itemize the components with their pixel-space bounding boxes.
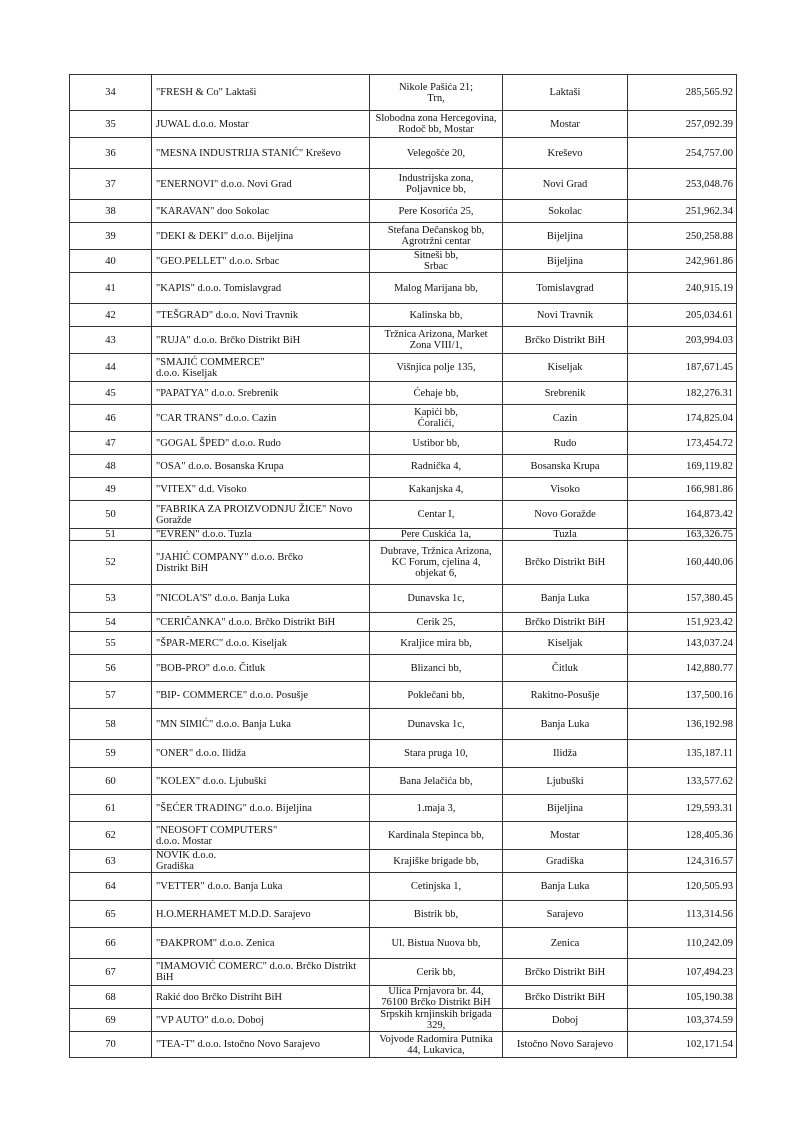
address-cell: Ul. Bistua Nuova bb, [370, 928, 503, 959]
table-row [70, 768, 737, 795]
city-cell: Banja Luka [503, 709, 628, 740]
city-cell: Istočno Novo Sarajevo [503, 1032, 628, 1058]
row-number-cell: 70 [70, 1032, 152, 1058]
table-row [70, 501, 737, 529]
address-cell: Slobodna zona Hercegovina, Rodoč bb, Mostar [370, 111, 503, 138]
address-cell: Kalinska bb, [370, 304, 503, 327]
company-name-cell: "JAHIĆ COMPANY" d.o.o. Brčko Distrikt BiH [152, 541, 370, 585]
row-number-cell: 62 [70, 822, 152, 850]
city-cell: Brčko Distrikt BiH [503, 327, 628, 354]
amount-cell: 250,258.88 [628, 223, 737, 250]
table-row [70, 354, 737, 382]
city-cell: Sarajevo [503, 901, 628, 928]
row-number-cell: 66 [70, 928, 152, 959]
company-name-cell: "CAR TRANS" d.o.o. Cazin [152, 405, 370, 432]
company-table [69, 74, 737, 1058]
city-cell: Tuzla [503, 529, 628, 541]
company-name-cell: "NICOLA'S" d.o.o. Banja Luka [152, 585, 370, 613]
address-cell: Blizanci bb, [370, 655, 503, 682]
company-name-cell: "BIP- COMMERCE" d.o.o. Posušje [152, 682, 370, 709]
row-number-cell: 40 [70, 250, 152, 273]
amount-cell: 253,048.76 [628, 169, 737, 200]
amount-cell: 133,577.62 [628, 768, 737, 795]
table-row [70, 405, 737, 432]
table-row [70, 223, 737, 250]
row-number-cell: 34 [70, 75, 152, 111]
table-row [70, 382, 737, 405]
city-cell: Novi Grad [503, 169, 628, 200]
address-cell: Vojvode Radomira Putnika 44, Lukavica, [370, 1032, 503, 1058]
company-name-cell: H.O.MERHAMET M.D.D. Sarajevo [152, 901, 370, 928]
table-row [70, 709, 737, 740]
row-number-cell: 35 [70, 111, 152, 138]
city-cell: Cazin [503, 405, 628, 432]
address-cell: 1.maja 3, [370, 795, 503, 822]
row-number-cell: 51 [70, 529, 152, 541]
row-number-cell: 50 [70, 501, 152, 529]
row-number-cell: 68 [70, 986, 152, 1009]
table-body [70, 75, 737, 1058]
city-cell: Banja Luka [503, 873, 628, 901]
company-name-cell: "VP AUTO" d.o.o. Doboj [152, 1009, 370, 1032]
table-row [70, 740, 737, 768]
row-number-cell: 64 [70, 873, 152, 901]
address-cell: Krajiške brigade bb, [370, 850, 503, 873]
company-name-cell: "ENERNOVI" d.o.o. Novi Grad [152, 169, 370, 200]
address-cell: Cerik bb, [370, 959, 503, 986]
table-row [70, 901, 737, 928]
address-cell: Višnjica polje 135, [370, 354, 503, 382]
company-name-cell: "SMAJIĆ COMMERCE" d.o.o. Kiseljak [152, 354, 370, 382]
row-number-cell: 63 [70, 850, 152, 873]
amount-cell: 205,034.61 [628, 304, 737, 327]
row-number-cell: 55 [70, 632, 152, 655]
company-name-cell: "GEO.PELLET" d.o.o. Srbac [152, 250, 370, 273]
city-cell: Banja Luka [503, 585, 628, 613]
address-cell: Kakanjska 4, [370, 478, 503, 501]
row-number-cell: 45 [70, 382, 152, 405]
table-row [70, 585, 737, 613]
address-cell: Kardinala Stepinca bb, [370, 822, 503, 850]
company-name-cell: "BOB-PRO" d.o.o. Čitluk [152, 655, 370, 682]
amount-cell: 240,915.19 [628, 273, 737, 304]
row-number-cell: 38 [70, 200, 152, 223]
row-number-cell: 36 [70, 138, 152, 169]
amount-cell: 120,505.93 [628, 873, 737, 901]
company-name-cell: "VETTER" d.o.o. Banja Luka [152, 873, 370, 901]
table-row [70, 795, 737, 822]
row-number-cell: 43 [70, 327, 152, 354]
table-row [70, 138, 737, 169]
address-cell: Kapići bb, Ćoralići, [370, 405, 503, 432]
row-number-cell: 59 [70, 740, 152, 768]
table-row [70, 682, 737, 709]
company-name-cell: "IMAMOVIĆ COMERC" d.o.o. Brčko Distrikt BiH [152, 959, 370, 986]
amount-cell: 135,187.11 [628, 740, 737, 768]
amount-cell: 107,494.23 [628, 959, 737, 986]
company-name-cell: Rakić doo Brčko Distriht BiH [152, 986, 370, 1009]
amount-cell: 257,092.39 [628, 111, 737, 138]
company-name-cell: "MESNA INDUSTRIJA STANIĆ" Kreševo [152, 138, 370, 169]
city-cell: Tomislavgrad [503, 273, 628, 304]
row-number-cell: 41 [70, 273, 152, 304]
city-cell: Mostar [503, 822, 628, 850]
company-name-cell: "DEKI & DEKI" d.o.o. Bijeljina [152, 223, 370, 250]
company-name-cell: "EVREN" d.o.o. Tuzla [152, 529, 370, 541]
row-number-cell: 60 [70, 768, 152, 795]
city-cell: Srebrenik [503, 382, 628, 405]
address-cell: Ulica Prnjavora br. 44, 76100 Brčko Distrikt BiH [370, 986, 503, 1009]
company-name-cell: JUWAL d.o.o. Mostar [152, 111, 370, 138]
address-cell: Cetinjska 1, [370, 873, 503, 901]
amount-cell: 169,119.82 [628, 455, 737, 478]
city-cell: Kreševo [503, 138, 628, 169]
city-cell: Kiseljak [503, 354, 628, 382]
table-row [70, 1009, 737, 1032]
table-row [70, 850, 737, 873]
address-cell: Pere Ćuskića 1a, [370, 529, 503, 541]
amount-cell: 151,923.42 [628, 613, 737, 632]
table-row [70, 304, 737, 327]
company-name-cell: "KARAVAN" doo Sokolac [152, 200, 370, 223]
row-number-cell: 65 [70, 901, 152, 928]
city-cell: Bijeljina [503, 795, 628, 822]
table-row [70, 541, 737, 585]
row-number-cell: 57 [70, 682, 152, 709]
company-name-cell: "KAPIS" d.o.o. Tomislavgrad [152, 273, 370, 304]
city-cell: Brčko Distrikt BiH [503, 541, 628, 585]
company-name-cell: "GOGAL ŠPED" d.o.o. Rudo [152, 432, 370, 455]
amount-cell: 103,374.59 [628, 1009, 737, 1032]
row-number-cell: 48 [70, 455, 152, 478]
row-number-cell: 37 [70, 169, 152, 200]
city-cell: Sokolac [503, 200, 628, 223]
table-row [70, 873, 737, 901]
row-number-cell: 67 [70, 959, 152, 986]
amount-cell: 124,316.57 [628, 850, 737, 873]
amount-cell: 285,565.92 [628, 75, 737, 111]
row-number-cell: 61 [70, 795, 152, 822]
row-number-cell: 53 [70, 585, 152, 613]
table-row [70, 455, 737, 478]
company-name-cell: "ŠPAR-MERC" d.o.o. Kiseljak [152, 632, 370, 655]
amount-cell: 251,962.34 [628, 200, 737, 223]
table-row [70, 959, 737, 986]
amount-cell: 113,314.56 [628, 901, 737, 928]
amount-cell: 173,454.72 [628, 432, 737, 455]
address-cell: Stara pruga 10, [370, 740, 503, 768]
address-cell: Dubrave, Tržnica Arizona, KC Forum, cjelina 4, objekat 6, [370, 541, 503, 585]
amount-cell: 166,981.86 [628, 478, 737, 501]
table-row [70, 169, 737, 200]
table-row [70, 655, 737, 682]
address-cell: Sitneši bb, Srbac [370, 250, 503, 273]
table-row [70, 200, 737, 223]
company-name-cell: "ĐAKPROM" d.o.o. Zenica [152, 928, 370, 959]
address-cell: Stefana Dečanskog bb, Agrotržni centar [370, 223, 503, 250]
row-number-cell: 46 [70, 405, 152, 432]
city-cell: Visoko [503, 478, 628, 501]
row-number-cell: 56 [70, 655, 152, 682]
company-name-cell: "TEŠGRAD" d.o.o. Novi Travnik [152, 304, 370, 327]
amount-cell: 254,757.00 [628, 138, 737, 169]
city-cell: Gradiška [503, 850, 628, 873]
address-cell: Dunavska 1c, [370, 709, 503, 740]
row-number-cell: 54 [70, 613, 152, 632]
company-name-cell: "ŠEĆER TRADING" d.o.o. Bijeljina [152, 795, 370, 822]
company-name-cell: "OSA" d.o.o. Bosanska Krupa [152, 455, 370, 478]
company-name-cell: NOVIK d.o.o. Gradiška [152, 850, 370, 873]
address-cell: Industrijska zona, Poljavnice bb, [370, 169, 503, 200]
amount-cell: 187,671.45 [628, 354, 737, 382]
row-number-cell: 49 [70, 478, 152, 501]
company-name-cell: "RUJA" d.o.o. Brčko Distrikt BiH [152, 327, 370, 354]
amount-cell: 164,873.42 [628, 501, 737, 529]
table-row [70, 75, 737, 111]
row-number-cell: 47 [70, 432, 152, 455]
company-name-cell: "FABRIKA ZA PROIZVODNJU ŽICE" Novo Goražde [152, 501, 370, 529]
address-cell: Dunavska 1c, [370, 585, 503, 613]
document-page [69, 74, 736, 1058]
city-cell: Novi Travnik [503, 304, 628, 327]
row-number-cell: 39 [70, 223, 152, 250]
address-cell: Radnička 4, [370, 455, 503, 478]
address-cell: Malog Marijana bb, [370, 273, 503, 304]
company-name-cell: "MN SIMIĆ" d.o.o. Banja Luka [152, 709, 370, 740]
table-row [70, 928, 737, 959]
company-name-cell: "ONER" d.o.o. Ilidža [152, 740, 370, 768]
amount-cell: 203,994.03 [628, 327, 737, 354]
amount-cell: 136,192.98 [628, 709, 737, 740]
city-cell: Mostar [503, 111, 628, 138]
address-cell: Nikole Pašića 21; Trn, [370, 75, 503, 111]
amount-cell: 128,405.36 [628, 822, 737, 850]
address-cell: Bistrik bb, [370, 901, 503, 928]
company-name-cell: "PAPATYA" d.o.o. Srebrenik [152, 382, 370, 405]
city-cell: Bosanska Krupa [503, 455, 628, 478]
row-number-cell: 69 [70, 1009, 152, 1032]
amount-cell: 160,440.06 [628, 541, 737, 585]
table-row [70, 529, 737, 541]
city-cell: Doboj [503, 1009, 628, 1032]
amount-cell: 105,190.38 [628, 986, 737, 1009]
amount-cell: 110,242.09 [628, 928, 737, 959]
table-row [70, 111, 737, 138]
address-cell: Ćehaje bb, [370, 382, 503, 405]
company-name-cell: "VITEX" d.d. Visoko [152, 478, 370, 501]
address-cell: Cerik 25, [370, 613, 503, 632]
city-cell: Laktaši [503, 75, 628, 111]
table-row [70, 478, 737, 501]
amount-cell: 143,037.24 [628, 632, 737, 655]
company-name-cell: "KOLEX" d.o.o. Ljubuški [152, 768, 370, 795]
table-row [70, 432, 737, 455]
amount-cell: 242,961.86 [628, 250, 737, 273]
city-cell: Bijeljina [503, 223, 628, 250]
amount-cell: 129,593.31 [628, 795, 737, 822]
table-row [70, 273, 737, 304]
address-cell: Pere Kosorića 25, [370, 200, 503, 223]
city-cell: Ljubuški [503, 768, 628, 795]
city-cell: Kiseljak [503, 632, 628, 655]
table-row [70, 1032, 737, 1058]
company-name-cell: "NEOSOFT COMPUTERS" d.o.o. Mostar [152, 822, 370, 850]
amount-cell: 157,380.45 [628, 585, 737, 613]
address-cell: Velegošće 20, [370, 138, 503, 169]
row-number-cell: 58 [70, 709, 152, 740]
city-cell: Bijeljina [503, 250, 628, 273]
amount-cell: 137,500.16 [628, 682, 737, 709]
address-cell: Centar I, [370, 501, 503, 529]
address-cell: Bana Jelačića bb, [370, 768, 503, 795]
table-row [70, 613, 737, 632]
address-cell: Kraljice mira bb, [370, 632, 503, 655]
address-cell: Srpskih krnjinskih brigada 329, [370, 1009, 503, 1032]
table-row [70, 250, 737, 273]
amount-cell: 182,276.31 [628, 382, 737, 405]
table-row [70, 822, 737, 850]
table-row [70, 632, 737, 655]
company-name-cell: "TEA-T" d.o.o. Istočno Novo Sarajevo [152, 1032, 370, 1058]
company-name-cell: "FRESH & Co" Laktaši [152, 75, 370, 111]
city-cell: Brčko Distrikt BiH [503, 613, 628, 632]
amount-cell: 102,171.54 [628, 1032, 737, 1058]
city-cell: Novo Goražde [503, 501, 628, 529]
city-cell: Ilidža [503, 740, 628, 768]
table-row [70, 986, 737, 1009]
amount-cell: 142,880.77 [628, 655, 737, 682]
city-cell: Čitluk [503, 655, 628, 682]
table-row [70, 327, 737, 354]
address-cell: Ustibor bb, [370, 432, 503, 455]
row-number-cell: 52 [70, 541, 152, 585]
amount-cell: 174,825.04 [628, 405, 737, 432]
city-cell: Brčko Distrikt BiH [503, 986, 628, 1009]
city-cell: Rudo [503, 432, 628, 455]
row-number-cell: 42 [70, 304, 152, 327]
company-name-cell: "CERIČANKA" d.o.o. Brčko Distrikt BiH [152, 613, 370, 632]
address-cell: Tržnica Arizona, Market Zona VIII/1, [370, 327, 503, 354]
city-cell: Rakitno-Posušje [503, 682, 628, 709]
address-cell: Poklečani bb, [370, 682, 503, 709]
city-cell: Zenica [503, 928, 628, 959]
amount-cell: 163,326.75 [628, 529, 737, 541]
row-number-cell: 44 [70, 354, 152, 382]
city-cell: Brčko Distrikt BiH [503, 959, 628, 986]
